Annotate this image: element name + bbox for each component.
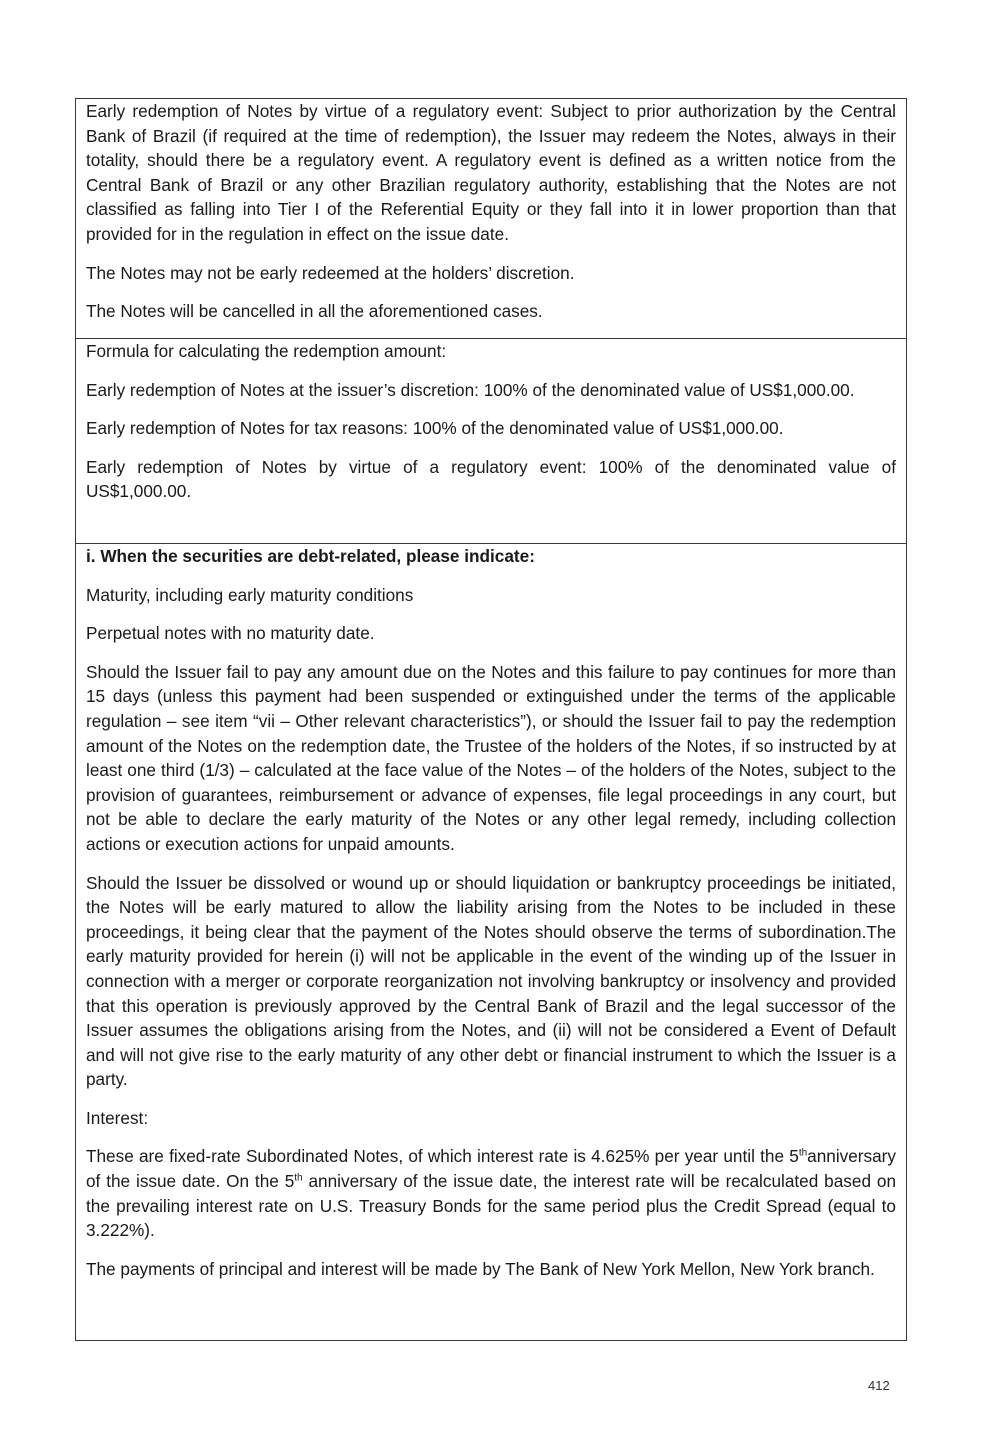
document-table — [75, 98, 907, 1341]
paragraph: The payments of principal and interest will be made by The Bank of New York Mellon, New York branch. — [86, 1258, 875, 1279]
section-redemption-formula — [76, 338, 906, 543]
superscript: th — [798, 1147, 808, 1159]
interest-paragraph — [86, 1142, 896, 1254]
paragraph: Should the Issuer be dissolved or wound up or should liquidation or bankruptcy proceedings be initiated, the Notes will be early matured to allow the liability arising from the Notes to be included in these proceedings, it being clear that the payment of the Notes should observe the terms of subordination.The early maturity provided for herein (i) will not be applicable in the event of the winding up of the Issuer in connection with a merger or corporate reorganization not involving bankruptcy or insolvency and provided that this operation is previously approved by the Central Bank of Brazil and the legal successor of the Issuer assumes the obligations arising from the Notes, and (ii) will not be considered a Event of Default and will not give rise to the early maturity of any other debt or financial instrument to which the Issuer is a party. — [86, 872, 896, 1090]
interest-text-part: anniversary of the issue date. On the 5 — [86, 1146, 896, 1192]
paragraph: Early redemption of Notes for tax reasons: 100% of the denominated value of US$1,000.00. — [86, 418, 784, 439]
paragraph: Should the Issuer fail to pay any amount due on the Notes and this failure to pay continues for more than 15 days (unless this payment had been suspended or extinguished under the terms of the applicable regulation – see item “vii – Other relevant characteristics”), or should the Issuer fail to pay the redemption amount of the Notes on the redemption date, the Trustee of the holders of the Notes, if so instructed by at least one third (1/3) – calculated at the face value of the Notes – of the holders of the Notes, subject to the provision of guarantees, reimbursement or advance of expenses, file legal proceedings in any court, but not be able to declare the early maturity of the Notes or any other legal remedy, including collection actions or execution actions for unpaid amounts. — [86, 661, 896, 854]
section-heading: i. When the securities are debt-related, please indicate: — [86, 546, 535, 566]
paragraph: Early redemption of Notes by virtue of a regulatory event: Subject to prior authorization by the Central Bank of Brazil (if required at the time of redemption), the Issuer may redeem the Notes, always in their totality, should there be a regulatory event. A regulatory event is defined as a written notice from the Central Bank of Brazil or any other Brazilian regulatory authority, establishing that the Notes are not classified as falling into Tier I of the Referential Equity or they fall into it in lower proportion than that provided for in the regulation in effect on the issue date. — [86, 101, 896, 244]
page-number: 412 — [868, 1378, 890, 1393]
paragraph: Formula for calculating the redemption amount: — [86, 341, 447, 361]
paragraph: The Notes will be cancelled in all the aforementioned cases. — [86, 301, 543, 322]
interest-text-part: anniversary of the issue date, the interest rate will be recalculated based on the prevailing interest rate on U.S. Treasury Bonds for the same period plus the Credit Spread (equal to 3.222%). — [86, 1171, 896, 1241]
superscript: th — [294, 1172, 303, 1184]
paragraph: Perpetual notes with no maturity date. — [86, 623, 375, 644]
paragraph: Interest: — [86, 1107, 149, 1128]
section-debt-securities — [76, 543, 906, 1340]
section-regulatory-redemption — [76, 99, 906, 338]
paragraph: Early redemption of Notes at the issuer’s discretion: 100% of the denominated value of US$1,000.00. — [86, 379, 855, 400]
paragraph: Maturity, including early maturity conditions — [86, 584, 414, 605]
paragraph: Early redemption of Notes by virtue of a regulatory event: 100% of the denominated value of US$1,000.00. — [86, 456, 896, 502]
paragraph: The Notes may not be early redeemed at the holders’ discretion. — [86, 262, 575, 283]
interest-text-part: These are fixed-rate Subordinated Notes, of which interest rate is 4.625% per year until the 5 — [86, 1146, 799, 1167]
